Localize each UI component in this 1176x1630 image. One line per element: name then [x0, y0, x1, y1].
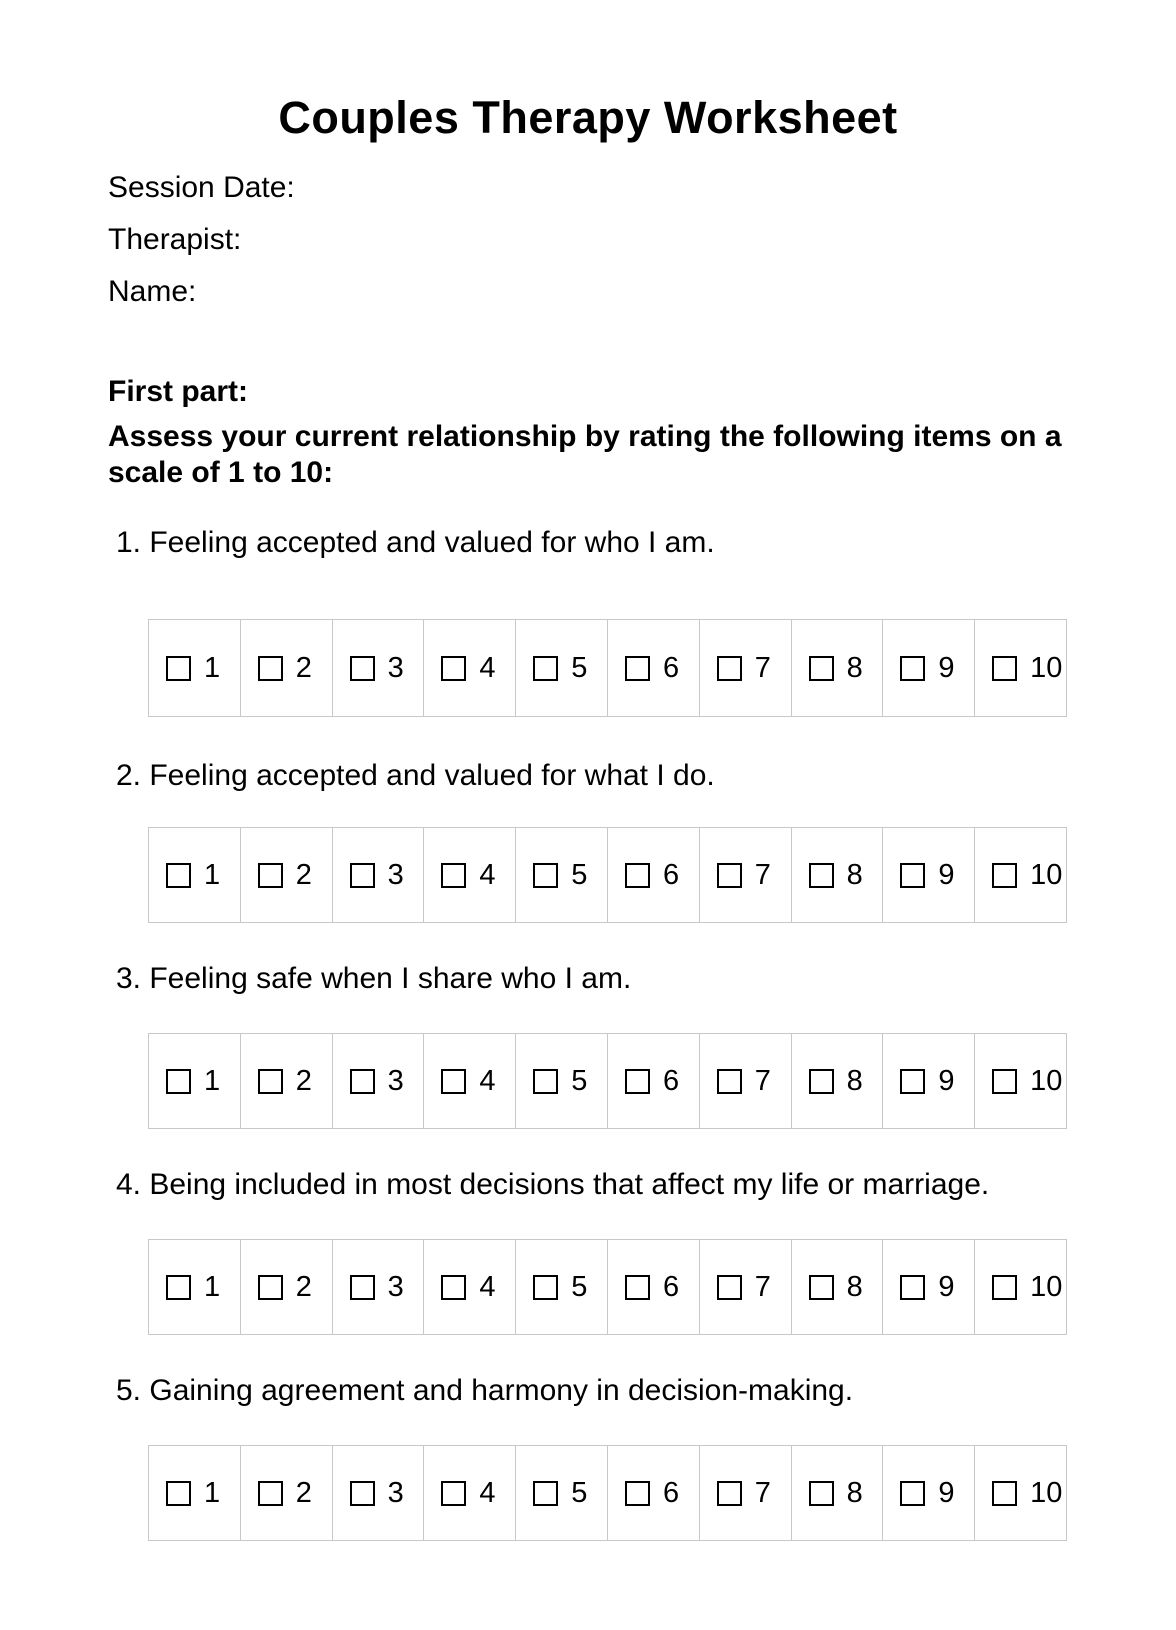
rating-checkbox[interactable]	[900, 1275, 925, 1300]
rating-value-label: 5	[571, 1476, 588, 1509]
rating-option-2[interactable]	[241, 1446, 333, 1540]
rating-option-4[interactable]	[424, 828, 516, 922]
rating-checkbox[interactable]	[258, 1481, 283, 1506]
rating-value-label: 5	[571, 858, 588, 891]
rating-option-4[interactable]	[424, 1240, 516, 1334]
rating-option-3[interactable]	[333, 828, 425, 922]
rating-option-8[interactable]	[792, 1446, 884, 1540]
rating-value-label: 5	[571, 1064, 588, 1097]
rating-checkbox[interactable]	[533, 1069, 558, 1094]
rating-option-9[interactable]	[883, 828, 975, 922]
rating-option-10[interactable]	[975, 1446, 1066, 1540]
rating-checkbox[interactable]	[900, 1481, 925, 1506]
item-2-label: 2. Feeling accepted and valued for what I do.	[116, 759, 715, 792]
rating-value-label: 5	[571, 651, 588, 684]
section-heading: First part:	[108, 375, 249, 408]
rating-checkbox[interactable]	[809, 1275, 834, 1300]
rating-option-7[interactable]	[700, 1446, 792, 1540]
rating-option-2[interactable]	[241, 620, 333, 716]
rating-checkbox[interactable]	[533, 1481, 558, 1506]
rating-checkbox[interactable]	[258, 1275, 283, 1300]
rating-checkbox[interactable]	[166, 863, 191, 888]
rating-checkbox[interactable]	[717, 1275, 742, 1300]
item-1-rating-scale	[148, 619, 1067, 717]
rating-option-4[interactable]	[424, 1446, 516, 1540]
rating-value-label: 8	[846, 1476, 863, 1509]
rating-option-1[interactable]	[149, 1240, 241, 1334]
rating-checkbox[interactable]	[533, 656, 558, 681]
rating-checkbox[interactable]	[625, 1481, 650, 1506]
rating-value-label: 8	[846, 858, 863, 891]
rating-checkbox[interactable]	[625, 863, 650, 888]
rating-value-label: 3	[387, 1270, 404, 1303]
rating-value-label: 10	[1030, 858, 1063, 891]
page-title: Couples Therapy Worksheet	[278, 92, 898, 143]
rating-value-label: 7	[754, 1064, 771, 1097]
rating-checkbox[interactable]	[166, 1481, 191, 1506]
rating-value-label: 8	[846, 1064, 863, 1097]
rating-checkbox[interactable]	[992, 656, 1017, 681]
rating-option-7[interactable]	[700, 620, 792, 716]
item-4-rating-scale	[148, 1239, 1067, 1335]
rating-option-5[interactable]	[516, 1034, 608, 1128]
session-date-label: Session Date:	[108, 171, 295, 204]
rating-checkbox[interactable]	[350, 1275, 375, 1300]
rating-value-label: 10	[1030, 1476, 1063, 1509]
rating-checkbox[interactable]	[717, 1069, 742, 1094]
rating-checkbox[interactable]	[166, 656, 191, 681]
rating-value-label: 6	[662, 858, 680, 891]
rating-option-10[interactable]	[975, 1034, 1066, 1128]
name-label: Name:	[108, 275, 197, 308]
rating-option-10[interactable]	[975, 828, 1066, 922]
rating-option-6[interactable]	[608, 1240, 700, 1334]
rating-option-5[interactable]	[516, 1446, 608, 1540]
rating-value-label: 3	[387, 651, 404, 684]
rating-option-2[interactable]	[241, 828, 333, 922]
item-1-label: 1. Feeling accepted and valued for who I am.	[116, 526, 715, 559]
rating-checkbox[interactable]	[992, 1275, 1017, 1300]
rating-value-label: 5	[571, 1270, 588, 1303]
rating-checkbox[interactable]	[533, 1275, 558, 1300]
rating-checkbox[interactable]	[717, 656, 742, 681]
rating-option-4[interactable]	[424, 620, 516, 716]
rating-option-1[interactable]	[149, 620, 241, 716]
rating-value-label: 1	[204, 858, 221, 891]
rating-checkbox[interactable]	[441, 656, 466, 681]
rating-checkbox[interactable]	[625, 1069, 650, 1094]
rating-value-label: 4	[479, 1270, 496, 1303]
rating-checkbox[interactable]	[533, 863, 558, 888]
rating-checkbox[interactable]	[350, 656, 375, 681]
rating-option-3[interactable]	[333, 620, 425, 716]
rating-checkbox[interactable]	[809, 1481, 834, 1506]
rating-option-3[interactable]	[333, 1240, 425, 1334]
rating-value-label: 10	[1030, 1270, 1063, 1303]
rating-checkbox[interactable]	[992, 863, 1017, 888]
rating-value-label: 2	[295, 651, 312, 684]
rating-option-10[interactable]	[975, 620, 1066, 716]
rating-value-label: 6	[662, 1270, 680, 1303]
rating-checkbox[interactable]	[717, 1481, 742, 1506]
therapist-label: Therapist:	[108, 223, 242, 256]
item-5-rating-scale	[148, 1445, 1067, 1541]
rating-value-label: 3	[387, 1476, 404, 1509]
rating-checkbox[interactable]	[809, 1069, 834, 1094]
rating-value-label: 4	[479, 651, 496, 684]
rating-value-label: 1	[204, 1064, 221, 1097]
rating-option-9[interactable]	[883, 1034, 975, 1128]
rating-value-label: 9	[938, 858, 955, 891]
instruction-text: Assess your current relationship by rating the following items on a scale of 1 to 10:	[108, 420, 1062, 489]
rating-checkbox[interactable]	[258, 656, 283, 681]
rating-value-label: 2	[295, 858, 312, 891]
rating-value-label: 7	[754, 1270, 771, 1303]
rating-option-3[interactable]	[333, 1034, 425, 1128]
rating-option-1[interactable]	[149, 1034, 241, 1128]
rating-checkbox[interactable]	[717, 863, 742, 888]
rating-value-label: 6	[662, 1476, 680, 1509]
rating-value-label: 1	[204, 651, 221, 684]
rating-value-label: 8	[846, 1270, 863, 1303]
rating-checkbox[interactable]	[992, 1069, 1017, 1094]
rating-option-8[interactable]	[792, 828, 884, 922]
rating-checkbox[interactable]	[350, 1069, 375, 1094]
rating-option-6[interactable]	[608, 1446, 700, 1540]
rating-option-5[interactable]	[516, 1240, 608, 1334]
rating-option-1[interactable]	[149, 828, 241, 922]
item-3-label: 3. Feeling safe when I share who I am.	[116, 962, 632, 995]
rating-checkbox[interactable]	[625, 1275, 650, 1300]
rating-checkbox[interactable]	[258, 863, 283, 888]
rating-option-8[interactable]	[792, 1034, 884, 1128]
rating-value-label: 6	[662, 651, 680, 684]
rating-checkbox[interactable]	[900, 656, 925, 681]
rating-value-label: 4	[479, 858, 496, 891]
rating-value-label: 2	[295, 1064, 312, 1097]
item-2-rating-scale	[148, 827, 1067, 923]
rating-value-label: 6	[662, 1064, 680, 1097]
rating-value-label: 9	[938, 1476, 955, 1509]
rating-value-label: 9	[938, 1064, 955, 1097]
rating-option-2[interactable]	[241, 1034, 333, 1128]
rating-checkbox[interactable]	[809, 656, 834, 681]
rating-checkbox[interactable]	[350, 1481, 375, 1506]
rating-value-label: 7	[754, 1476, 771, 1509]
rating-checkbox[interactable]	[900, 863, 925, 888]
rating-option-6[interactable]	[608, 1034, 700, 1128]
rating-value-label: 7	[754, 651, 771, 684]
rating-option-4[interactable]	[424, 1034, 516, 1128]
rating-value-label: 3	[387, 1064, 404, 1097]
rating-option-5[interactable]	[516, 620, 608, 716]
rating-checkbox[interactable]	[166, 1069, 191, 1094]
rating-option-6[interactable]	[608, 828, 700, 922]
rating-checkbox[interactable]	[900, 1069, 925, 1094]
rating-checkbox[interactable]	[350, 863, 375, 888]
rating-value-label: 10	[1030, 651, 1063, 684]
rating-value-label: 9	[938, 651, 955, 684]
item-4-label: 4. Being included in most decisions that affect my life or marriage.	[116, 1168, 990, 1201]
rating-value-label: 4	[479, 1476, 496, 1509]
rating-option-2[interactable]	[241, 1240, 333, 1334]
rating-checkbox[interactable]	[258, 1069, 283, 1094]
rating-value-label: 7	[754, 858, 771, 891]
rating-checkbox[interactable]	[441, 1481, 466, 1506]
rating-option-8[interactable]	[792, 620, 884, 716]
item-5-label: 5. Gaining agreement and harmony in decision-making.	[116, 1374, 854, 1407]
rating-option-1[interactable]	[149, 1446, 241, 1540]
rating-option-6[interactable]	[608, 620, 700, 716]
rating-option-8[interactable]	[792, 1240, 884, 1334]
rating-value-label: 4	[479, 1064, 496, 1097]
rating-value-label: 2	[295, 1270, 312, 1303]
rating-value-label: 10	[1030, 1064, 1063, 1097]
rating-option-9[interactable]	[883, 620, 975, 716]
rating-option-9[interactable]	[883, 1446, 975, 1540]
rating-option-9[interactable]	[883, 1240, 975, 1334]
rating-checkbox[interactable]	[625, 656, 650, 681]
rating-value-label: 9	[938, 1270, 955, 1303]
rating-value-label: 1	[204, 1270, 221, 1303]
rating-value-label: 1	[204, 1476, 221, 1509]
rating-option-7[interactable]	[700, 1240, 792, 1334]
rating-checkbox[interactable]	[992, 1481, 1017, 1506]
rating-value-label: 2	[295, 1476, 312, 1509]
rating-option-7[interactable]	[700, 1034, 792, 1128]
rating-option-10[interactable]	[975, 1240, 1066, 1334]
rating-checkbox[interactable]	[441, 1275, 466, 1300]
rating-option-7[interactable]	[700, 828, 792, 922]
rating-checkbox[interactable]	[441, 863, 466, 888]
rating-option-5[interactable]	[516, 828, 608, 922]
rating-checkbox[interactable]	[441, 1069, 466, 1094]
rating-checkbox[interactable]	[809, 863, 834, 888]
rating-value-label: 3	[387, 858, 404, 891]
rating-checkbox[interactable]	[166, 1275, 191, 1300]
rating-option-3[interactable]	[333, 1446, 425, 1540]
rating-value-label: 8	[846, 651, 863, 684]
item-3-rating-scale	[148, 1033, 1067, 1129]
